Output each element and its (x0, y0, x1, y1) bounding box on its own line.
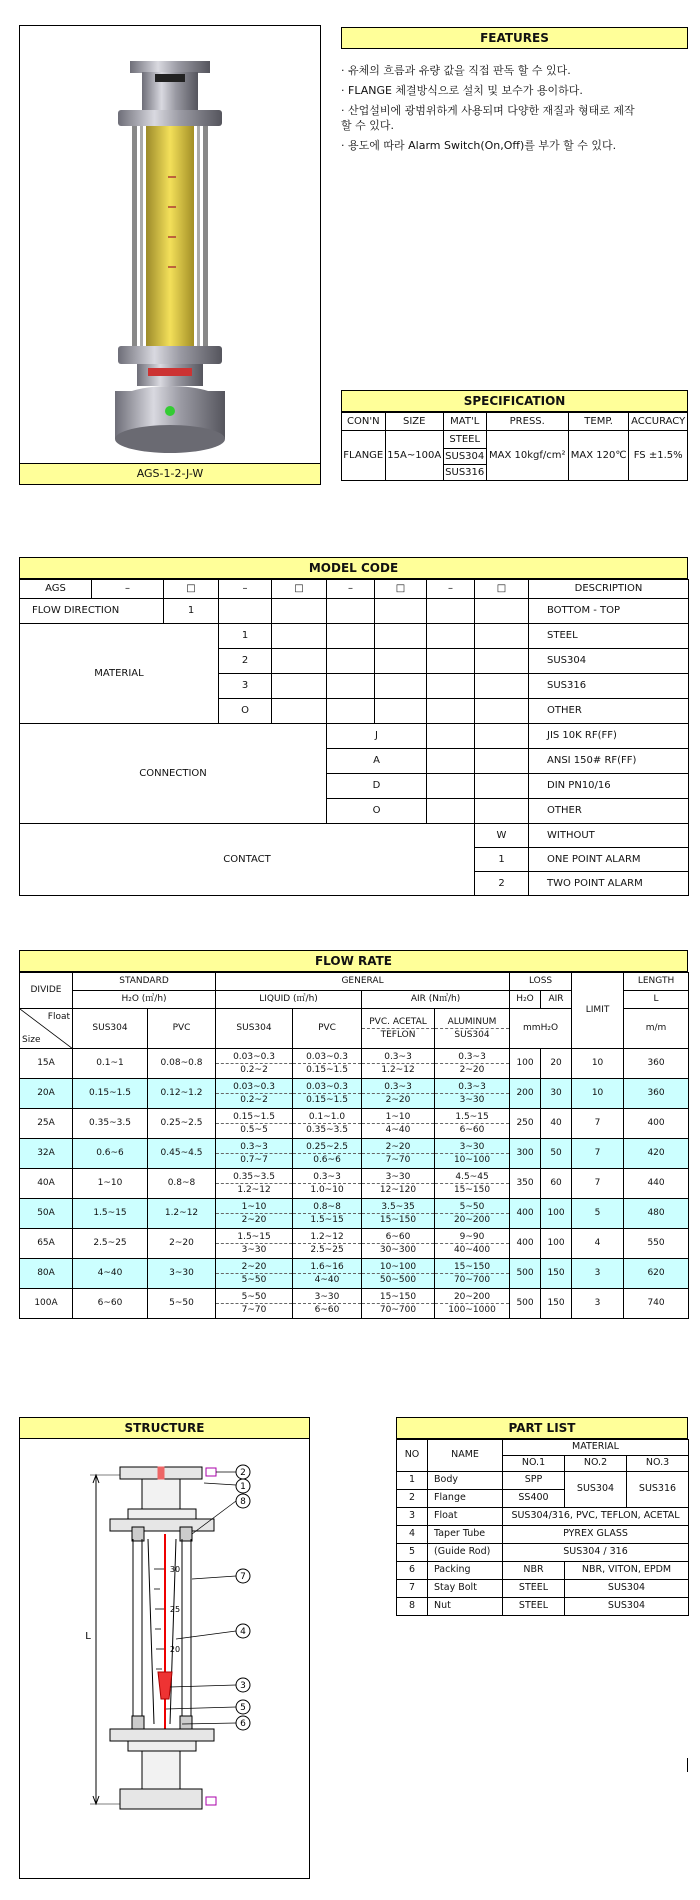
pl-name: NAME (428, 1440, 503, 1472)
feature-item: · 유체의 흐름과 유량 값을 직접 판독 할 수 있다. (341, 64, 571, 77)
material-desc: STEEL (529, 624, 689, 649)
fr-row-liquid-pvc: 1.2~12 (310, 1231, 344, 1242)
fr-row-loss-h2o: 200 (510, 1079, 541, 1109)
fr-row-liquid-pvc: 1.5~15 (293, 1213, 361, 1226)
fr-row-air-pvc: 30~300 (362, 1243, 434, 1256)
fr-air-short: AIR (541, 991, 572, 1009)
fr-float: Float (47, 1012, 70, 1022)
feature-item: · 용도에 따라 Alarm Switch(On,Off)를 부가 할 수 있다. (341, 139, 617, 152)
fr-row-loss-air: 20 (541, 1049, 572, 1079)
callout-3: 3 (240, 1681, 246, 1691)
connection-label: CONNECTION (20, 724, 327, 824)
fr-row-loss-air: 100 (541, 1229, 572, 1259)
pl-row-all: PYREX GLASS (503, 1526, 689, 1544)
fr-row-limit: 4 (572, 1229, 624, 1259)
connection-desc: ANSI 150# RF(FF) (529, 749, 689, 774)
fr-row-liquid-pvc: 0.03~0.3 (306, 1081, 348, 1092)
flow-rate-table (19, 972, 689, 1319)
callout-6: 6 (240, 1719, 246, 1729)
fr-teflon: TEFLON (362, 1028, 434, 1041)
fr-row-air-pvc: 15~150 (379, 1291, 417, 1302)
fr-row-liquid-sus304: 0.5~5 (216, 1123, 292, 1136)
model-head: – (219, 580, 272, 599)
fr-row-std-sus304: 2.5~25 (73, 1229, 148, 1259)
flow-rate-row (20, 1169, 689, 1199)
pl-no2: NO.2 (565, 1456, 627, 1472)
fr-row-std-sus304: 1~10 (73, 1169, 148, 1199)
flow-direction-label: FLOW DIRECTION (20, 599, 164, 624)
feature-item: · FLANGE 체결방식으로 설치 및 보수가 용이하다. (341, 84, 583, 97)
flow-rate-row (20, 1049, 689, 1079)
pl-row-m23: SUS304 (565, 1580, 689, 1598)
model-code-table (19, 579, 689, 896)
connection-code: O (327, 799, 427, 824)
fr-sus304: SUS304 (435, 1028, 509, 1041)
fr-row-liquid-sus304: 7~70 (216, 1303, 292, 1316)
fr-row-air-aluminum: 15~150 (435, 1183, 509, 1196)
fr-row-length: 740 (624, 1289, 689, 1319)
fr-row-air-aluminum: 40~400 (435, 1243, 509, 1256)
fr-h2o: H₂O (510, 991, 541, 1009)
connection-desc: JIS 10K RF(FF) (529, 724, 689, 749)
fr-row-liquid-sus304: 0.7~7 (216, 1153, 292, 1166)
fr-row-liquid-sus304: 5~50 (241, 1291, 267, 1302)
fr-row-length: 400 (624, 1109, 689, 1139)
fr-standard: STANDARD (73, 973, 216, 991)
callout-1: 1 (240, 1482, 246, 1492)
fr-row-loss-h2o: 400 (510, 1229, 541, 1259)
part-list-table (396, 1439, 689, 1616)
pl-row-name: Packing (428, 1562, 503, 1580)
contact-desc: ONE POINT ALARM (529, 848, 689, 872)
fr-h2o-std: H₂O (㎥/h) (73, 991, 216, 1009)
fr-row-liquid-sus304: 0.2~2 (216, 1093, 292, 1106)
connection-code: A (327, 749, 427, 774)
flow-rate-row (20, 1229, 689, 1259)
pl-row-no: 6 (397, 1562, 428, 1580)
spec-press: MAX 10kgf/cm² (486, 431, 568, 481)
fr-row-liquid-sus304: 1~10 (241, 1201, 267, 1212)
fr-row-limit: 7 (572, 1169, 624, 1199)
fr-row-air-pvc: 7~70 (362, 1153, 434, 1166)
fr-divide: DIVIDE (20, 973, 73, 1009)
fr-row-liquid-pvc: 1.0~10 (293, 1183, 361, 1196)
material-code: 3 (219, 674, 272, 699)
pl-row-no: 2 (397, 1490, 428, 1508)
connection-code: D (327, 774, 427, 799)
fr-row-std-sus304: 6~60 (73, 1289, 148, 1319)
pl-row-no: 1 (397, 1472, 428, 1490)
spec-conn: FLANGE (342, 431, 386, 481)
material-code: O (219, 699, 272, 724)
fr-row-air-aluminum: 70~700 (435, 1273, 509, 1286)
features-title: FEATURES (341, 27, 688, 49)
model-head: – (327, 580, 375, 599)
flow-rate-row (20, 1139, 689, 1169)
callout-4: 4 (240, 1627, 246, 1637)
model-head: □ (475, 580, 529, 599)
fr-row-std-pvc: 1.2~12 (148, 1199, 216, 1229)
fr-row-air-pvc: 15~150 (362, 1213, 434, 1226)
material-code: 2 (219, 649, 272, 674)
fr-row-air-aluminum: 20~200 (435, 1213, 509, 1226)
fr-row-size: 100A (20, 1289, 73, 1319)
fr-row-air-aluminum: 1.5~15 (455, 1111, 489, 1122)
fr-row-liquid-pvc: 2.5~25 (293, 1243, 361, 1256)
fr-row-loss-air: 150 (541, 1259, 572, 1289)
fr-air: AIR (N㎥/h) (362, 991, 510, 1009)
pl-row-m23: SUS304 (565, 1598, 689, 1616)
fr-row-limit: 7 (572, 1109, 624, 1139)
structure-title: STRUCTURE (19, 1417, 310, 1439)
dimension-label: L (85, 1631, 91, 1642)
fr-size: Size (22, 1034, 41, 1045)
flow-rate-row (20, 1199, 689, 1229)
flow-rate-title: FLOW RATE (19, 950, 688, 972)
pl-row-name: Nut (428, 1598, 503, 1616)
fr-row-liquid-sus304: 0.3~3 (240, 1141, 268, 1152)
fr-row-air-pvc: 12~120 (362, 1183, 434, 1196)
fr-row-loss-air: 50 (541, 1139, 572, 1169)
contact-code: 1 (475, 848, 529, 872)
fr-row-liquid-sus304: 0.35~3.5 (233, 1171, 275, 1182)
pl-no1: NO.1 (503, 1456, 565, 1472)
fr-row-std-pvc: 3~30 (148, 1259, 216, 1289)
fr-row-liquid-pvc: 1.6~16 (310, 1261, 344, 1272)
flow-direction-code: 1 (164, 599, 219, 624)
page-edge-mark (687, 1758, 688, 1772)
fr-sus304: SUS304 (216, 1009, 293, 1049)
model-head: – (92, 580, 164, 599)
part-list-title: PART LIST (396, 1417, 688, 1439)
model-head: AGS (20, 580, 92, 599)
contact-desc: WITHOUT (529, 824, 689, 848)
pl-row-m1: SPP (503, 1472, 565, 1490)
fr-row-limit: 5 (572, 1199, 624, 1229)
fr-row-std-sus304: 4~40 (73, 1259, 148, 1289)
fr-row-air-aluminum: 9~90 (459, 1231, 485, 1242)
fr-row-air-aluminum: 100~1000 (435, 1303, 509, 1316)
fr-row-air-pvc: 1~10 (385, 1111, 411, 1122)
fr-row-std-pvc: 0.12~1.2 (148, 1079, 216, 1109)
fr-row-liquid-pvc: 6~60 (293, 1303, 361, 1316)
fr-row-size: 25A (20, 1109, 73, 1139)
fr-mm: m/m (624, 1009, 689, 1049)
pl-row-no: 8 (397, 1598, 428, 1616)
fr-pvc-acetal: PVC. ACETAL (369, 1016, 427, 1027)
flowmeter-photo (20, 26, 320, 466)
fr-row-air-aluminum: 3~30 (459, 1141, 485, 1152)
fr-row-liquid-sus304: 3~30 (216, 1243, 292, 1256)
pl-row-m1: STEEL (503, 1598, 565, 1616)
material-desc: SUS316 (529, 674, 689, 699)
fr-limit: LIMIT (572, 973, 624, 1049)
contact-desc: TWO POINT ALARM (529, 872, 689, 896)
fr-row-liquid-pvc: 0.1~1.0 (308, 1111, 346, 1122)
fr-row-air-pvc: 10~100 (379, 1261, 417, 1272)
model-head: DESCRIPTION (529, 580, 689, 599)
fr-row-air-pvc: 2~20 (385, 1141, 411, 1152)
spec-header: SIZE (385, 413, 443, 431)
fr-row-size: 20A (20, 1079, 73, 1109)
pl-row-all: SUS304/316, PVC, TEFLON, ACETAL (503, 1508, 689, 1526)
fr-row-loss-air: 150 (541, 1289, 572, 1319)
fr-row-air-aluminum: 20~200 (453, 1291, 491, 1302)
fr-row-air-aluminum: 6~60 (435, 1123, 509, 1136)
feature-item: · 산업설비에 광범위하게 사용되며 다양한 재질과 형태로 제작 할 수 있다. (341, 104, 635, 132)
fr-loss: LOSS (510, 973, 572, 991)
fr-row-air-aluminum: 0.3~3 (458, 1051, 486, 1062)
spec-material: SUS316 (443, 465, 486, 481)
material-label: MATERIAL (20, 624, 219, 724)
pl-row-name: Stay Bolt (428, 1580, 503, 1598)
fr-row-liquid-pvc: 3~30 (314, 1291, 340, 1302)
fr-row-limit: 7 (572, 1139, 624, 1169)
flow-rate-row (20, 1259, 689, 1289)
fr-row-air-pvc: 1.2~12 (362, 1063, 434, 1076)
callout-8: 8 (240, 1497, 246, 1507)
fr-row-limit: 3 (572, 1289, 624, 1319)
structure-frame (19, 1439, 310, 1879)
pl-row-m1: SS400 (503, 1490, 565, 1508)
fr-row-air-aluminum: 2~20 (435, 1063, 509, 1076)
fr-mmh2o: mmH₂O (510, 1009, 572, 1049)
pl-row-no: 3 (397, 1508, 428, 1526)
fr-pvc: PVC (148, 1009, 216, 1049)
fr-row-liquid-pvc: 0.03~0.3 (306, 1051, 348, 1062)
fr-general: GENERAL (216, 973, 510, 991)
contact-code: 2 (475, 872, 529, 896)
fr-length: LENGTH (624, 973, 689, 991)
connection-code: J (327, 724, 427, 749)
fr-row-loss-air: 60 (541, 1169, 572, 1199)
pl-no: NO (397, 1440, 428, 1472)
pl-row-m2: SUS304 (565, 1472, 627, 1508)
material-code: 1 (219, 624, 272, 649)
fr-row-liquid-pvc: 0.6~6 (293, 1153, 361, 1166)
fr-row-loss-h2o: 500 (510, 1289, 541, 1319)
material-desc: SUS304 (529, 649, 689, 674)
flow-rate-row (20, 1289, 689, 1319)
features-list (341, 63, 691, 158)
fr-row-size: 65A (20, 1229, 73, 1259)
model-head: □ (375, 580, 427, 599)
fr-row-liquid-pvc: 0.35~3.5 (293, 1123, 361, 1136)
fr-liquid: LIQUID (㎥/h) (216, 991, 362, 1009)
fr-row-liquid-sus304: 0.2~2 (216, 1063, 292, 1076)
fr-row-limit: 3 (572, 1259, 624, 1289)
fr-row-size: 15A (20, 1049, 73, 1079)
fr-row-std-pvc: 0.08~0.8 (148, 1049, 216, 1079)
fr-aluminum: ALUMINUM (447, 1016, 497, 1027)
model-code-title: MODEL CODE (19, 557, 688, 579)
scale-label: 20 (169, 1645, 181, 1654)
spec-header: TEMP. (568, 413, 628, 431)
specification-title: SPECIFICATION (341, 390, 688, 412)
flow-direction-desc: BOTTOM - TOP (529, 599, 689, 624)
fr-row-std-sus304: 0.1~1 (73, 1049, 148, 1079)
fr-row-loss-h2o: 300 (510, 1139, 541, 1169)
fr-row-liquid-pvc: 0.8~8 (313, 1201, 341, 1212)
pl-row-m1: STEEL (503, 1580, 565, 1598)
spec-material: SUS304 (443, 449, 486, 465)
fr-row-length: 440 (624, 1169, 689, 1199)
connection-desc: OTHER (529, 799, 689, 824)
callout-7: 7 (240, 1572, 246, 1582)
fr-row-size: 50A (20, 1199, 73, 1229)
fr-row-std-pvc: 0.8~8 (148, 1169, 216, 1199)
pl-row-name: Taper Tube (428, 1526, 503, 1544)
fr-row-length: 550 (624, 1229, 689, 1259)
fr-row-air-aluminum: 4.5~45 (455, 1171, 489, 1182)
fr-row-loss-air: 30 (541, 1079, 572, 1109)
fr-row-air-aluminum: 10~100 (435, 1153, 509, 1166)
fr-row-std-pvc: 5~50 (148, 1289, 216, 1319)
pl-row-all: SUS304 / 316 (503, 1544, 689, 1562)
fr-row-air-aluminum: 0.3~3 (458, 1081, 486, 1092)
fr-row-liquid-pvc: 0.3~3 (313, 1171, 341, 1182)
fr-row-std-pvc: 0.25~2.5 (148, 1109, 216, 1139)
model-head: – (427, 580, 475, 599)
pl-row-no: 4 (397, 1526, 428, 1544)
fr-row-length: 360 (624, 1079, 689, 1109)
structure-drawing (20, 1439, 309, 1877)
fr-row-limit: 10 (572, 1049, 624, 1079)
fr-row-air-pvc: 70~700 (362, 1303, 434, 1316)
fr-row-liquid-sus304: 1.5~15 (237, 1231, 271, 1242)
fr-row-length: 360 (624, 1049, 689, 1079)
fr-row-liquid-sus304: 0.15~1.5 (233, 1111, 275, 1122)
spec-material: STEEL (443, 431, 486, 449)
spec-header: CON'N (342, 413, 386, 431)
connection-desc: DIN PN10/16 (529, 774, 689, 799)
fr-row-loss-h2o: 400 (510, 1199, 541, 1229)
fr-row-air-aluminum: 15~150 (453, 1261, 491, 1272)
pl-row-m23: NBR, VITON, EPDM (565, 1562, 689, 1580)
fr-row-liquid-sus304: 0.03~0.3 (233, 1081, 275, 1092)
material-desc: OTHER (529, 699, 689, 724)
fr-row-std-pvc: 2~20 (148, 1229, 216, 1259)
fr-row-loss-air: 100 (541, 1199, 572, 1229)
pl-row-name: Body (428, 1472, 503, 1490)
fr-pvc: PVC (293, 1009, 362, 1049)
pl-row-name: (Guide Rod) (428, 1544, 503, 1562)
pl-material: MATERIAL (503, 1440, 689, 1456)
fr-row-loss-h2o: 350 (510, 1169, 541, 1199)
fr-row-air-pvc: 2~20 (362, 1093, 434, 1106)
fr-float-size-cell (20, 1009, 73, 1049)
fr-row-air-pvc: 3~30 (385, 1171, 411, 1182)
fr-row-size: 80A (20, 1259, 73, 1289)
fr-row-liquid-sus304: 1.2~12 (216, 1183, 292, 1196)
fr-row-liquid-pvc: 0.25~2.5 (306, 1141, 348, 1152)
spec-accuracy: FS ±1.5% (629, 431, 688, 481)
model-head: □ (272, 580, 327, 599)
fr-row-limit: 10 (572, 1079, 624, 1109)
spec-size: 15A~100A (385, 431, 443, 481)
callout-2: 2 (240, 1468, 246, 1478)
scale-label: 30 (169, 1565, 181, 1574)
fr-row-air-pvc: 4~40 (362, 1123, 434, 1136)
fr-row-loss-h2o: 500 (510, 1259, 541, 1289)
fr-row-loss-air: 40 (541, 1109, 572, 1139)
product-caption: AGS-1-2-J-W (20, 463, 320, 484)
fr-row-liquid-sus304: 0.03~0.3 (233, 1051, 275, 1062)
fr-row-liquid-sus304: 2~20 (241, 1261, 267, 1272)
fr-row-air-pvc: 3.5~35 (381, 1201, 415, 1212)
fr-row-air-pvc: 6~60 (385, 1231, 411, 1242)
fr-row-air-pvc: 50~500 (362, 1273, 434, 1286)
fr-row-std-sus304: 1.5~15 (73, 1199, 148, 1229)
fr-row-length: 620 (624, 1259, 689, 1289)
specification-table (341, 412, 688, 481)
flow-rate-row (20, 1109, 689, 1139)
model-head: □ (164, 580, 219, 599)
pl-row-name: Flange (428, 1490, 503, 1508)
fr-row-length: 480 (624, 1199, 689, 1229)
pl-row-m1: NBR (503, 1562, 565, 1580)
fr-l: L (624, 991, 689, 1009)
product-photo-frame (19, 25, 321, 485)
flow-rate-row (20, 1079, 689, 1109)
contact-label: CONTACT (20, 824, 475, 896)
fr-row-std-pvc: 0.45~4.5 (148, 1139, 216, 1169)
fr-row-liquid-pvc: 0.15~1.5 (293, 1093, 361, 1106)
fr-row-liquid-sus304: 2~20 (216, 1213, 292, 1226)
contact-code: W (475, 824, 529, 848)
fr-row-liquid-pvc: 4~40 (293, 1273, 361, 1286)
fr-row-size: 40A (20, 1169, 73, 1199)
fr-row-loss-h2o: 250 (510, 1109, 541, 1139)
fr-row-size: 32A (20, 1139, 73, 1169)
scale-label: 25 (169, 1605, 181, 1614)
pl-row-m3: SUS316 (627, 1472, 689, 1508)
fr-row-liquid-pvc: 0.15~1.5 (293, 1063, 361, 1076)
fr-row-length: 420 (624, 1139, 689, 1169)
spec-header: PRESS. (486, 413, 568, 431)
pl-row-no: 7 (397, 1580, 428, 1598)
fr-row-liquid-sus304: 5~50 (216, 1273, 292, 1286)
fr-row-std-sus304: 0.15~1.5 (73, 1079, 148, 1109)
fr-row-air-aluminum: 3~30 (435, 1093, 509, 1106)
pl-row-no: 5 (397, 1544, 428, 1562)
pl-no3: NO.3 (627, 1456, 689, 1472)
fr-row-air-pvc: 0.3~3 (384, 1051, 412, 1062)
fr-row-std-sus304: 0.35~3.5 (73, 1109, 148, 1139)
fr-row-air-pvc: 0.3~3 (384, 1081, 412, 1092)
pl-row-name: Float (428, 1508, 503, 1526)
fr-row-loss-h2o: 100 (510, 1049, 541, 1079)
flow-rate-rows (20, 1049, 689, 1319)
spec-header: MAT'L (443, 413, 486, 431)
callout-5: 5 (240, 1703, 246, 1713)
fr-sus304: SUS304 (73, 1009, 148, 1049)
fr-row-std-sus304: 0.6~6 (73, 1139, 148, 1169)
fr-row-air-aluminum: 5~50 (459, 1201, 485, 1212)
spec-header: ACCURACY (629, 413, 688, 431)
spec-temp: MAX 120℃ (568, 431, 628, 481)
